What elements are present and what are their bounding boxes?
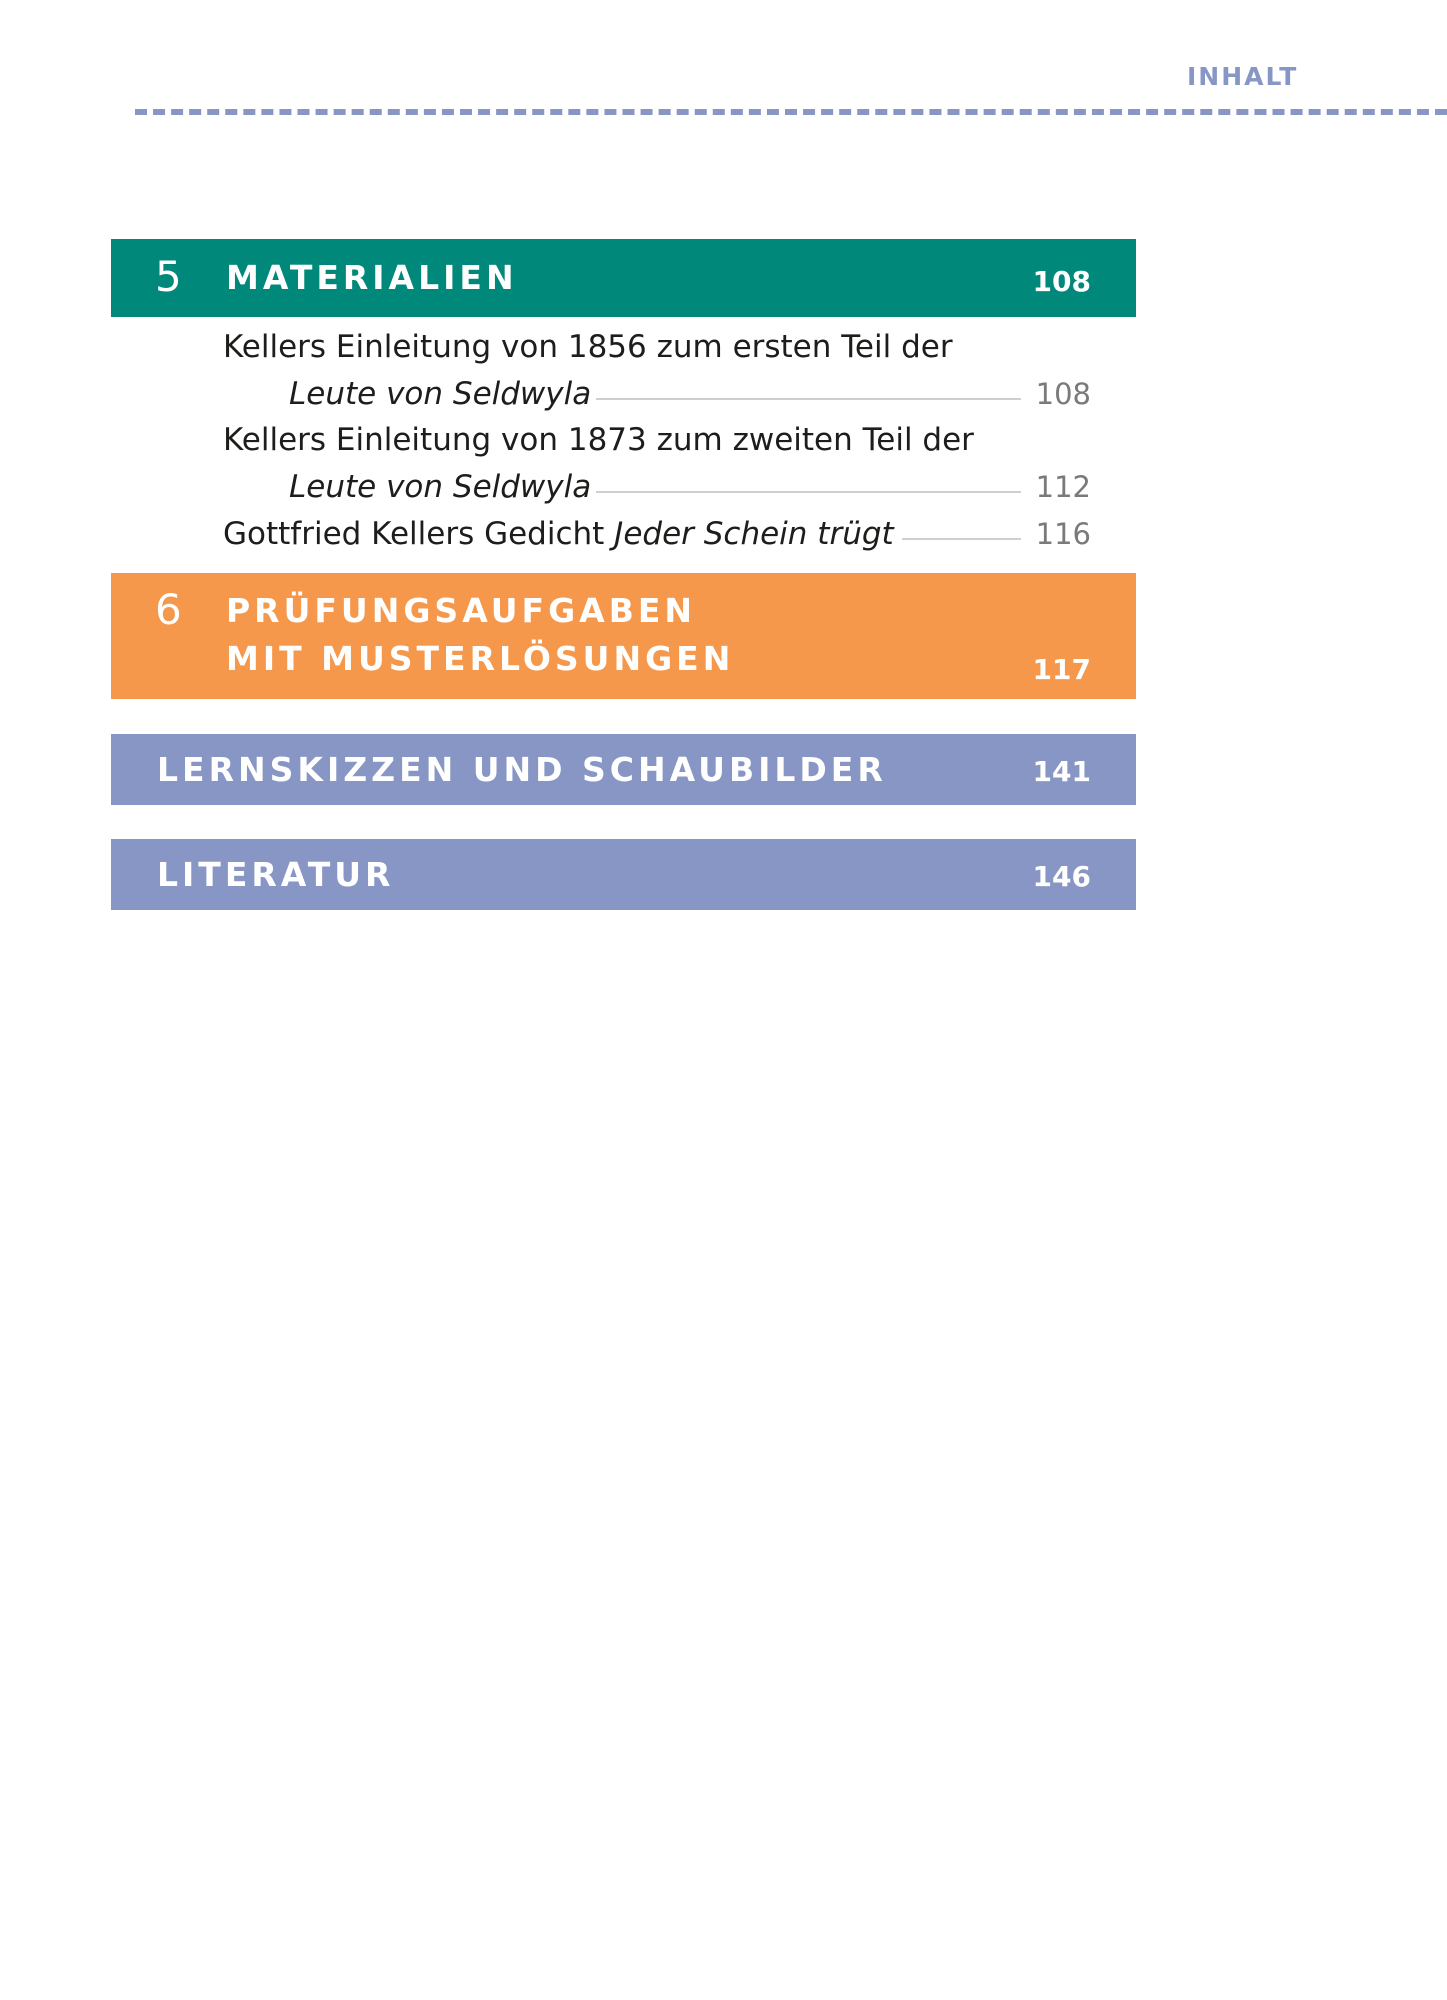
toc-section-literatur[interactable]	[111, 839, 1136, 910]
toc-entry-page: 108	[1035, 377, 1091, 411]
toc-entry-page: 112	[1035, 470, 1091, 504]
entry-text-italic: Jeder Schein trügt	[614, 516, 894, 552]
section-title	[226, 587, 734, 683]
toc-entry-einleitung-1873-line1[interactable]: Kellers Einleitung von 1873 zum zweiten Teil der	[223, 422, 974, 458]
toc-entry-einleitung-1873-line2[interactable]: Leute von Seldwyla	[289, 469, 592, 505]
entry-text: Gottfried Kellers Gedicht	[223, 516, 615, 552]
toc-entry-einleitung-1856-line1[interactable]: Kellers Einleitung von 1856 zum ersten Teil der	[223, 329, 953, 365]
toc-entry-einleitung-1856-line2[interactable]: Leute von Seldwyla	[289, 376, 592, 412]
leader-line	[902, 538, 1021, 540]
leader-line	[596, 491, 1021, 493]
section-title: LITERATUR	[157, 855, 395, 894]
toc-section-lernskizzen[interactable]	[111, 734, 1136, 805]
section-title-line2: MIT MUSTERLÖSUNGEN	[226, 639, 735, 678]
header-dashed-rule	[135, 109, 1447, 115]
section-page: 146	[1032, 860, 1091, 893]
toc-section-materialien[interactable]	[111, 239, 1136, 317]
toc-entry-page: 116	[1035, 517, 1091, 551]
toc-section-pruefungsaufgaben[interactable]	[111, 573, 1136, 699]
running-head: INHALT	[1187, 62, 1299, 91]
section-number: 5	[155, 252, 182, 301]
section-page: 117	[1032, 653, 1091, 686]
leader-line	[596, 398, 1021, 400]
section-number: 6	[155, 585, 182, 634]
toc-entry-gedicht[interactable]	[223, 514, 894, 554]
section-title: LERNSKIZZEN UND SCHAUBILDER	[157, 750, 887, 789]
section-title-line1: PRÜFUNGSAUFGABEN	[226, 591, 697, 630]
section-page: 141	[1032, 755, 1091, 788]
section-page: 108	[1032, 265, 1091, 298]
section-title: MATERIALIEN	[226, 258, 518, 297]
